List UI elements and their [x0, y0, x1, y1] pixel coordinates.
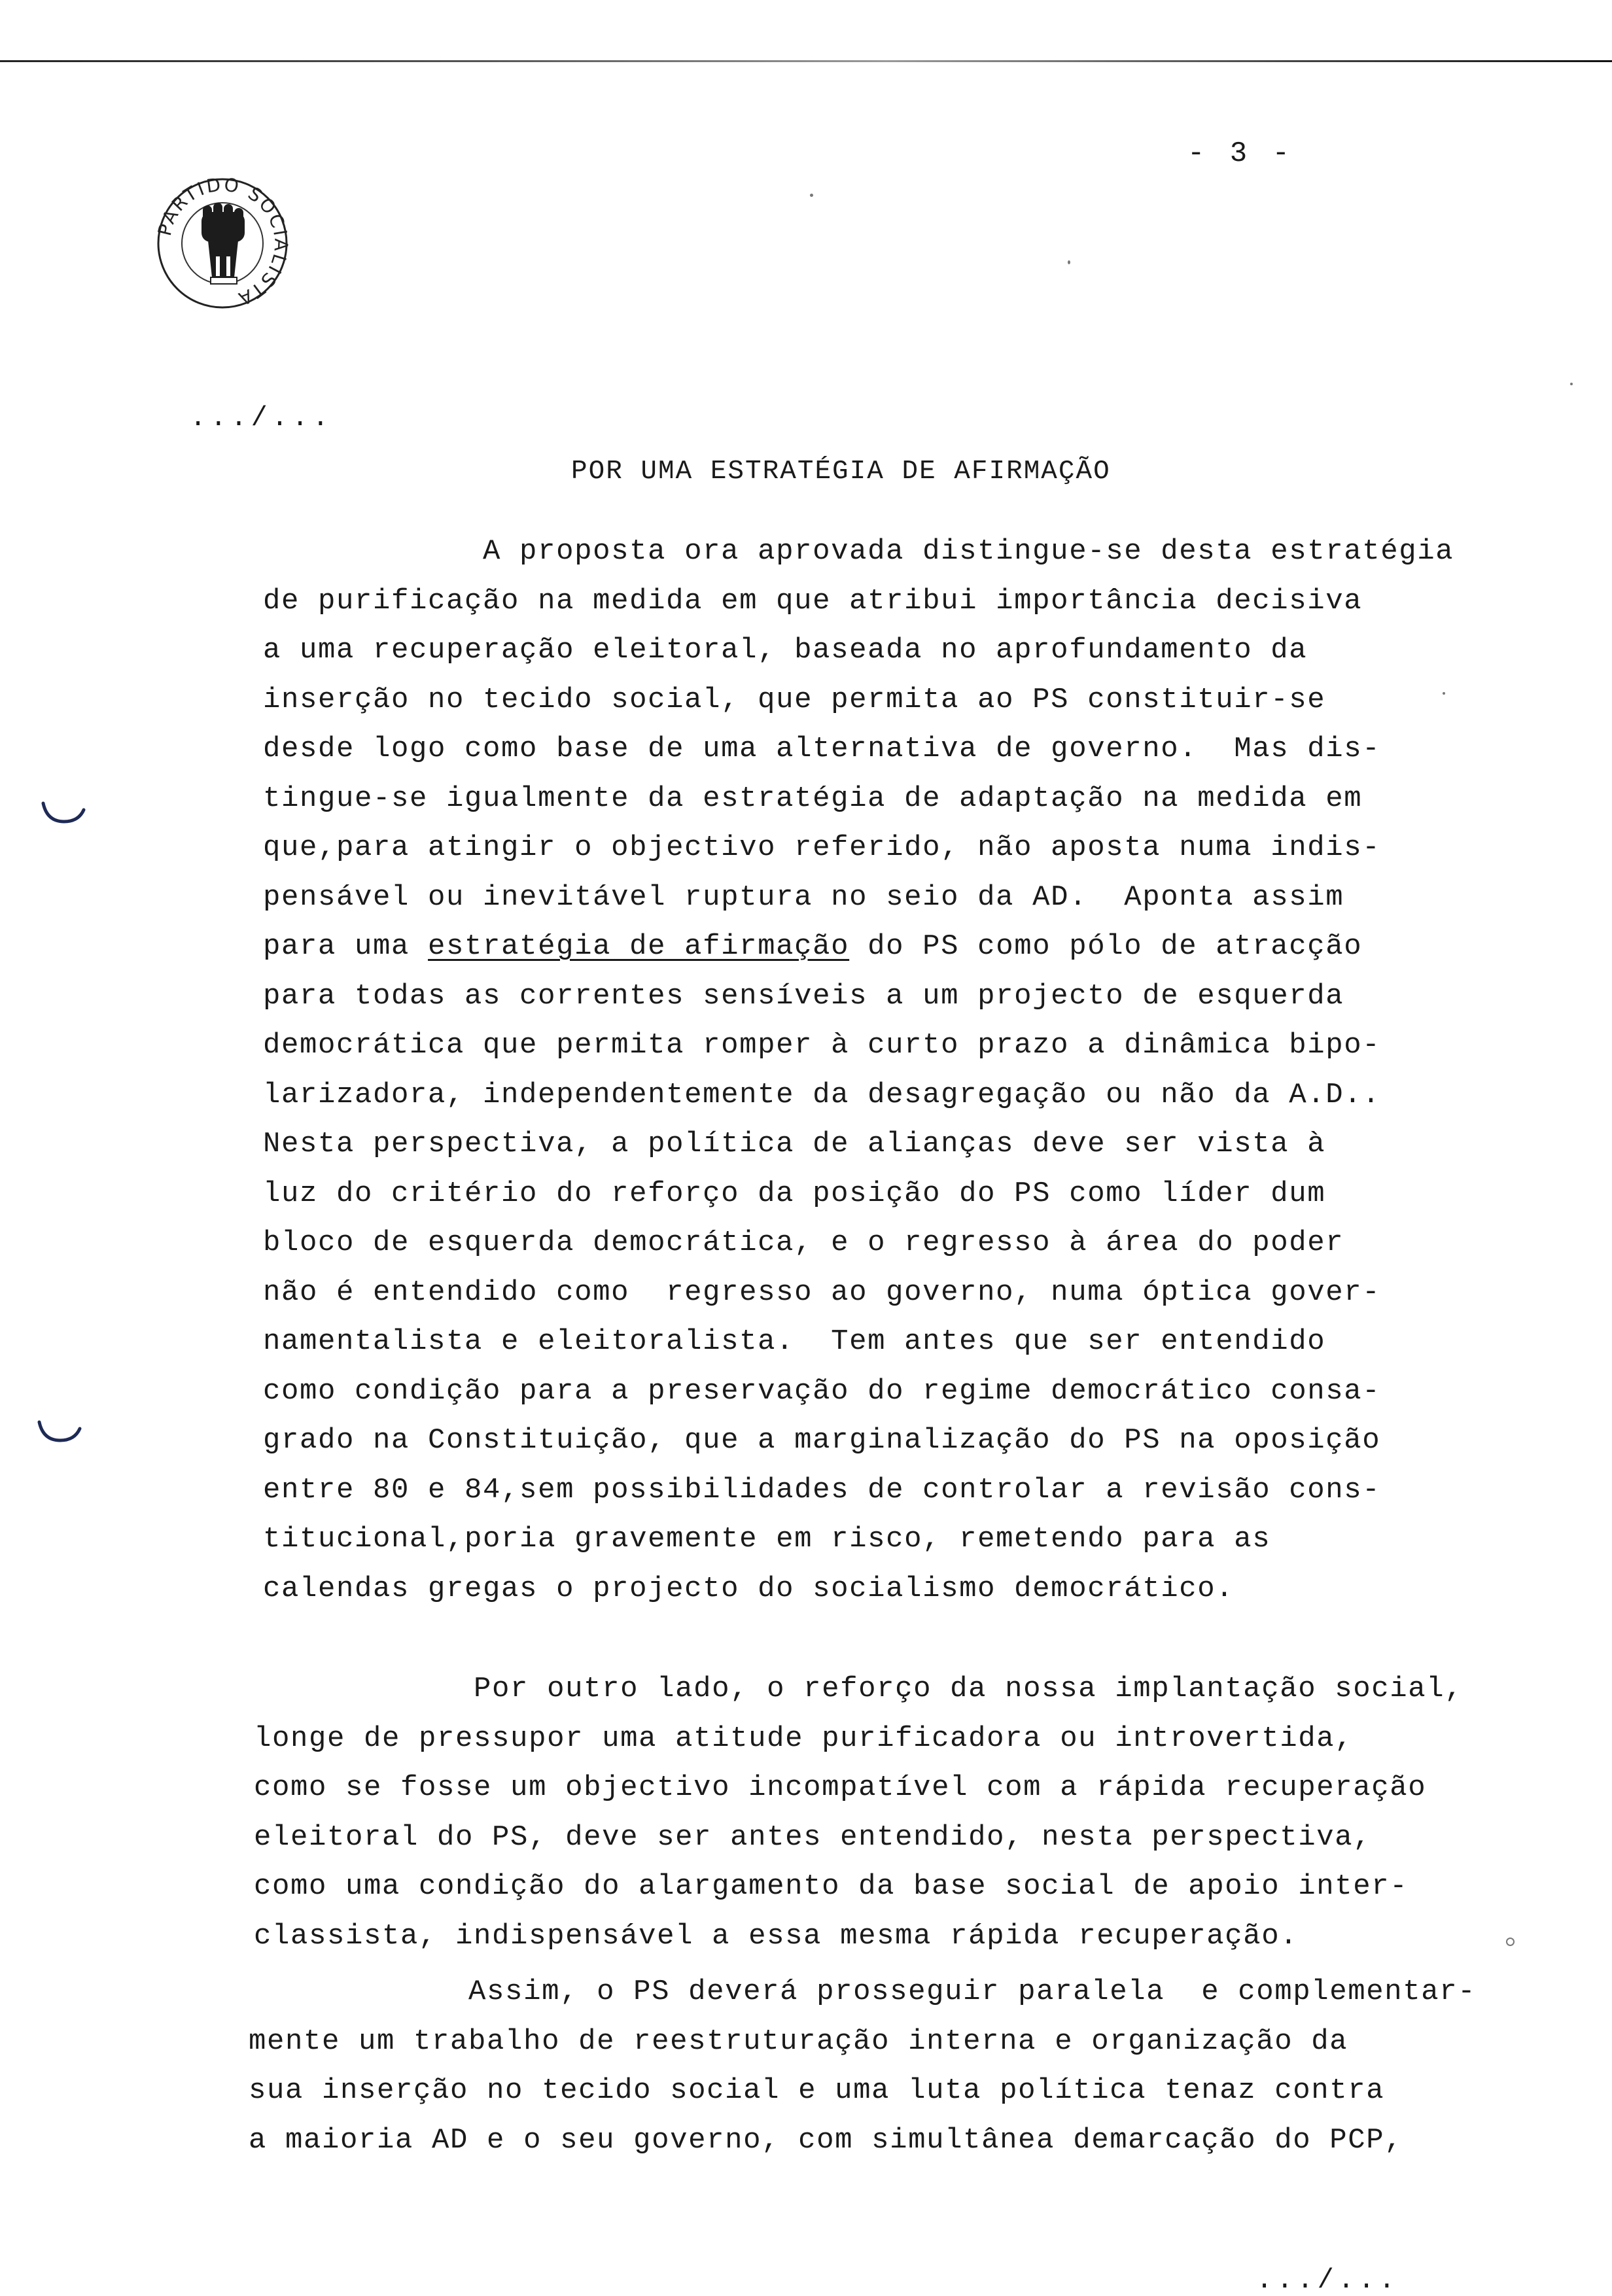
logo-ring-text: PARTIDO SOCIALISTA	[153, 173, 292, 311]
text-line: para todas as correntes sensíveis a um projecto de esquerda	[263, 979, 1344, 1013]
scan-speck	[810, 194, 813, 197]
underlined-phrase: estratégia de afirmação	[428, 930, 850, 963]
text-line: longe de pressupor uma atitude purificadora ou introvertida,	[254, 1722, 1354, 1755]
text-line: tingue-se igualmente da estratégia de adaptação na medida em	[263, 782, 1363, 815]
text-line: de purificação na medida em que atribui importância decisiva	[263, 584, 1363, 617]
text-line: democrática que permita romper à curto prazo a dinâmica bipo-	[263, 1029, 1381, 1062]
continued-marker-top: .../...	[190, 402, 333, 434]
text-line: larizadora, independentemente da desagregação ou não da A.D..	[263, 1078, 1381, 1111]
party-logo-seal	[150, 171, 294, 315]
scan-speck	[1506, 1938, 1515, 1946]
text-line: Por outro lado, o reforço da nossa implantação social,	[254, 1673, 1463, 1705]
section-title: POR UMA ESTRATÉGIA DE AFIRMAÇÃO	[571, 457, 1111, 487]
scan-speck	[1570, 383, 1573, 385]
text-line: para uma	[263, 930, 429, 963]
text-line: desde logo como base de uma alternativa de governo. Mas dis-	[263, 733, 1381, 765]
text-line: titucional,poria gravemente em risco, remetendo para as	[263, 1523, 1271, 1556]
text-line: entre 80 e 84,sem possibilidades de controlar a revisão cons-	[263, 1473, 1381, 1506]
fist-emblem-icon	[150, 171, 294, 315]
text-line: mente um trabalho de reestruturação interna e organização da	[249, 2025, 1348, 2058]
text-line: Assim, o PS deverá prosseguir paralela e complementar-	[249, 1975, 1477, 2008]
paragraph-3	[249, 1968, 1476, 2165]
page-number: - 3 -	[1187, 137, 1294, 170]
text-line: que,para atingir o objectivo referido, não aposta numa indis-	[263, 831, 1381, 864]
text-line: eleitoral do PS, deve ser antes entendido, nesta perspectiva,	[254, 1820, 1372, 1854]
text-line: Nesta perspectiva, a política de alianças deve ser vista à	[263, 1128, 1326, 1160]
text-line: não é entendido como regresso ao governo, numa óptica gover-	[263, 1276, 1381, 1309]
paragraph-2	[254, 1665, 1463, 1961]
text-line: sua inserção no tecido social e uma luta política tenaz contra	[249, 2074, 1385, 2107]
top-edge-rule	[0, 60, 1612, 62]
text-line: como uma condição do alargamento da base social de apoio inter-	[254, 1870, 1409, 1903]
text-line: A proposta ora aprovada distingue-se desta estratégia	[263, 535, 1454, 568]
scan-speck	[1068, 260, 1070, 264]
text-line: a maioria AD e o seu governo, com simultânea demarcação do PCP,	[249, 2123, 1403, 2157]
text-line: como se fosse um objectivo incompatível com a rápida recuperação	[254, 1771, 1427, 1804]
text-line: como condição para a preservação do regime democrático consa-	[263, 1374, 1381, 1408]
continued-marker-bottom: .../...	[1256, 2265, 1399, 2296]
text-line: do PS como pólo de atracção	[849, 930, 1363, 963]
text-line: grado na Constituição, que a marginalização do PS na oposição	[263, 1424, 1381, 1457]
text-line: bloco de esquerda democrática, e o regresso à área do poder	[263, 1226, 1344, 1259]
text-line: namentalista e eleitoralista. Tem antes que ser entendido	[263, 1325, 1326, 1358]
text-line: pensável ou inevitável ruptura no seio da AD. Aponta assim	[263, 880, 1344, 914]
text-line: classista, indispensável a essa mesma rápida recuperação.	[254, 1919, 1299, 1953]
paragraph-1	[263, 527, 1454, 1614]
text-line: inserção no tecido social, que permita ao PS constituir-se	[263, 683, 1326, 716]
text-line: luz do critério do reforço da posição do PS como líder dum	[263, 1177, 1326, 1210]
punch-hole-mark-icon	[41, 799, 86, 826]
punch-hole-mark-icon	[37, 1418, 82, 1444]
text-line: calendas gregas o projecto do socialismo democrático.	[263, 1572, 1235, 1605]
text-line: a uma recuperação eleitoral, baseada no aprofundamento da	[263, 634, 1308, 667]
scan-speck	[1443, 692, 1445, 695]
